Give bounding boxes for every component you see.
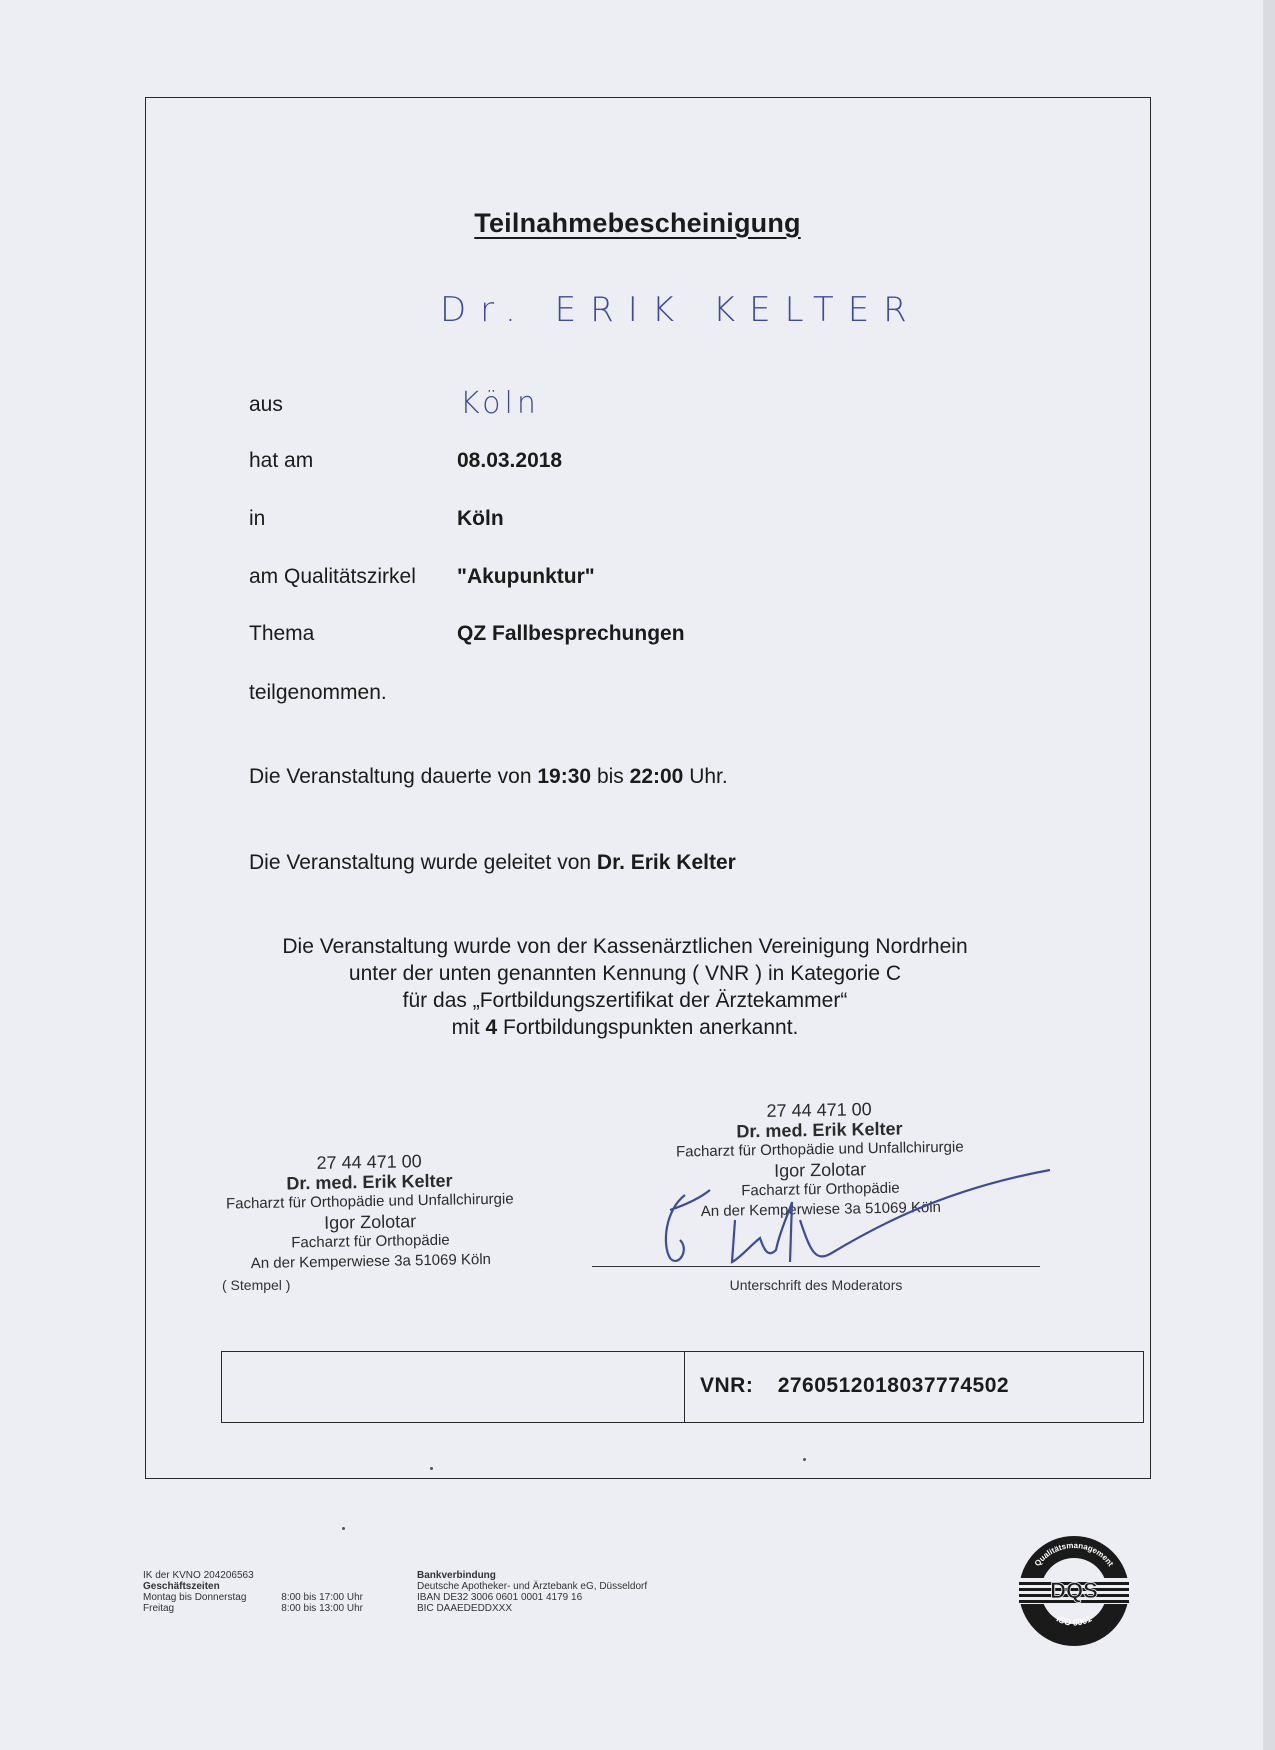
dqs-iso-logo: [1015, 1532, 1133, 1650]
scan-speck: [430, 1467, 433, 1470]
duration-mid: bis: [596, 765, 624, 788]
stempel-label: ( Stempel ): [222, 1277, 291, 1293]
field-value-date: 08.03.2018: [457, 449, 563, 472]
footer-hours-time: 8:00 bis 17:00 Uhr: [281, 1592, 363, 1603]
stamp-doctor: Dr. med. Erik Kelter: [736, 1118, 903, 1142]
scan-speck: [342, 1527, 345, 1530]
practice-stamp-left: [199, 1149, 541, 1275]
stamp-phone: 27 44 471 00: [316, 1151, 422, 1173]
footer-bic: BIC DAAEDEDDXXX: [417, 1603, 513, 1614]
signature-line: [592, 1266, 1040, 1267]
stamp-colleague-specialty: Facharzt für Orthopädie: [291, 1231, 450, 1252]
participant-city-handwritten: Köln: [460, 386, 540, 421]
footer-bank-name: Deutsche Apotheker- und Ärztebank eG, Düsseldorf: [417, 1581, 648, 1592]
recognition-line-3: für das „Fortbildungszertifikat der Ärztekammer“: [402, 989, 848, 1012]
stamp-address: An der Kemperwiese 3a 51069 Köln: [700, 1198, 942, 1221]
field-value-topic: QZ Fallbesprechungen: [457, 622, 685, 645]
stamp-colleague: Igor Zolotar: [773, 1159, 867, 1181]
leader-name: Dr. Erik Kelter: [596, 851, 736, 874]
footer-business-hours: [143, 1570, 363, 1614]
logo-top-text: Qualitätsmanagement: [1032, 1540, 1116, 1569]
footer-bank-title: Bankverbindung: [417, 1570, 496, 1581]
recognition-line-2: unter der unten genannten Kennung ( VNR ) in Kategorie C: [348, 962, 902, 985]
scan-speck: [803, 1458, 806, 1461]
stamp-phone: 27 44 471 00: [766, 1099, 872, 1121]
stamp-specialty: Facharzt für Orthopädie und Unfallchirurgie: [675, 1138, 964, 1161]
leader-sentence: [249, 851, 736, 875]
footer-hours-row: [143, 1603, 363, 1614]
field-label-date: hat am: [249, 449, 314, 472]
field-label-topic: Thema: [249, 622, 315, 645]
signature-label: Unterschrift des Moderators: [729, 1277, 903, 1293]
duration-start: 19:30: [537, 765, 592, 788]
duration-prefix: Die Veranstaltung dauerte von: [249, 765, 532, 788]
participant-name-handwritten: Dr. ERIK KELTER: [440, 290, 921, 330]
leader-prefix: Die Veranstaltung wurde geleitet von: [249, 851, 592, 874]
logo-bottom-text: ISO 9001: [1054, 1613, 1094, 1628]
stamp-colleague: Igor Zolotar: [323, 1211, 417, 1233]
footer-iban: IBAN DE32 3006 0601 0001 4179 16: [417, 1592, 583, 1603]
footer-hours-title: Geschäftszeiten: [143, 1581, 220, 1592]
recognition-paragraph: [245, 933, 1005, 1041]
field-value-location: Köln: [457, 507, 504, 530]
duration-end: 22:00: [629, 765, 684, 788]
field-label-location: in: [249, 507, 266, 530]
vnr-label: VNR:: [700, 1374, 754, 1397]
stamp-address: An der Kemperwiese 3a 51069 Köln: [250, 1250, 492, 1273]
field-label-circle: am Qualitätszirkel: [249, 565, 416, 588]
closing-text: teilgenommen.: [249, 681, 387, 704]
footer-hours-days: Freitag: [143, 1603, 175, 1614]
footer-ik: IK der KVNO 204206563: [143, 1570, 254, 1581]
recognition-line-1: Die Veranstaltung wurde von der Kassenärztlichen Vereinigung Nordrhein: [282, 935, 968, 958]
vnr-divider: [684, 1351, 685, 1423]
recognition-points-prefix: mit: [451, 1016, 480, 1039]
stamp-colleague-specialty: Facharzt für Orthopädie: [741, 1179, 900, 1200]
recognition-line-4: [245, 1014, 1005, 1041]
field-label-aus: aus: [249, 393, 283, 416]
vnr-field: [700, 1374, 1009, 1398]
recognition-points: 4: [485, 1016, 498, 1039]
footer-hours-days: Montag bis Donnerstag: [143, 1592, 247, 1603]
stamp-doctor: Dr. med. Erik Kelter: [286, 1170, 453, 1194]
page-edge-shadow: [1263, 0, 1275, 1750]
duration-sentence: [249, 765, 728, 789]
logo-letters: DQS: [1050, 1578, 1098, 1603]
field-value-circle: "Akupunktur": [457, 565, 595, 588]
footer-bank-details: [417, 1570, 697, 1614]
moderator-signature: [640, 1150, 1060, 1270]
vnr-number: 2760512018037774502: [777, 1374, 1010, 1397]
duration-suffix: Uhr.: [689, 765, 728, 788]
footer-hours-row: [143, 1592, 363, 1603]
recognition-points-suffix: Fortbildungspunkten anerkannt.: [503, 1016, 799, 1039]
certificate-title: Teilnahmebescheinigung: [474, 208, 801, 238]
stamp-specialty: Facharzt für Orthopädie und Unfallchirurgie: [225, 1190, 514, 1213]
footer-hours-time: 8:00 bis 13:00 Uhr: [281, 1603, 363, 1614]
